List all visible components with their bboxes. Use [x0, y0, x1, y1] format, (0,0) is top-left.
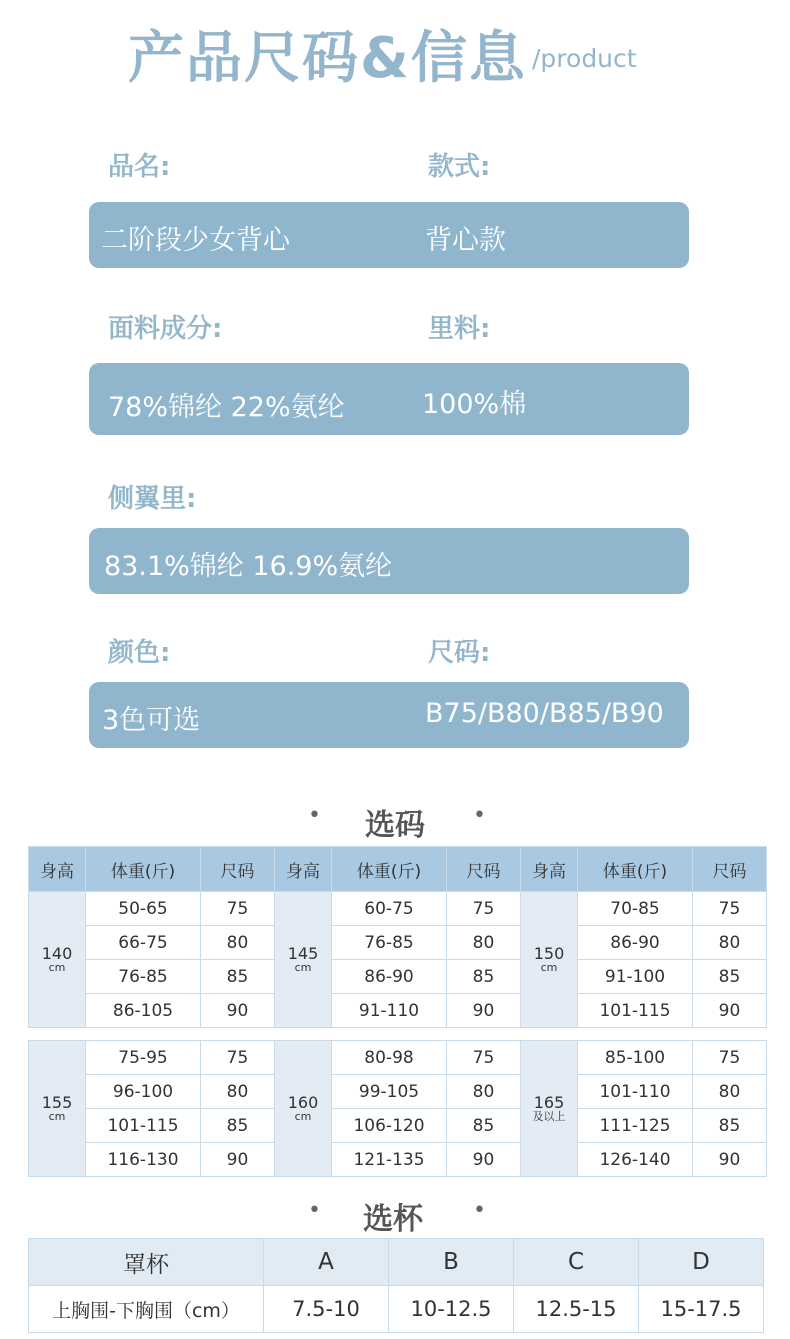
header-cell: 身高	[275, 847, 332, 892]
size-cell: 75	[447, 1041, 521, 1075]
height-cell	[275, 1041, 332, 1177]
header-cell: 尺码	[201, 847, 275, 892]
size-cell: 85	[201, 960, 275, 994]
title-dot-right: •	[473, 803, 486, 828]
fabric-label: 面料成分:	[108, 314, 223, 344]
title-dot-left: •	[308, 803, 321, 828]
product-name-value: 二阶段少女背心	[101, 225, 290, 256]
height-unit: cm	[294, 960, 312, 974]
size-cell: 85	[447, 1109, 521, 1143]
weight-cell: 70-85	[578, 892, 693, 926]
weight-cell: 91-110	[332, 994, 447, 1028]
color-size-bar	[89, 682, 689, 748]
weight-cell: 101-115	[578, 994, 693, 1028]
size-cell: 90	[693, 1143, 767, 1177]
size-cell: 85	[447, 960, 521, 994]
cup-section-title: 选杯	[363, 1202, 423, 1237]
size-cell: 80	[201, 1075, 275, 1109]
weight-cell: 50-65	[86, 892, 201, 926]
table-row	[29, 1286, 764, 1333]
size-cell: 85	[693, 1109, 767, 1143]
weight-cell: 75-95	[86, 1041, 201, 1075]
weight-cell: 101-115	[86, 1109, 201, 1143]
height-value: 145	[287, 943, 319, 963]
header-cell: 尺码	[447, 847, 521, 892]
size-cell: 80	[447, 926, 521, 960]
cup-value-cell: 7.5-10	[264, 1286, 389, 1333]
header-cell: 体重(斤)	[332, 847, 447, 892]
table-row	[29, 926, 767, 960]
table-row	[29, 892, 767, 926]
weight-cell: 96-100	[86, 1075, 201, 1109]
title-dot-left: •	[308, 1198, 321, 1223]
header-cell: D	[639, 1239, 764, 1286]
color-value: 3色可选	[102, 705, 201, 736]
measure-label-cell: 上胸围-下胸围（cm）	[29, 1286, 264, 1333]
style-label: 款式:	[428, 152, 491, 182]
size-cell: 90	[447, 1143, 521, 1177]
height-value: 150	[533, 943, 565, 963]
size-cell: 75	[693, 1041, 767, 1075]
cup-table-header	[29, 1239, 764, 1286]
cup-value-cell: 12.5-15	[514, 1286, 639, 1333]
header-cell: 身高	[521, 847, 578, 892]
weight-cell: 91-100	[578, 960, 693, 994]
page-title: 产品尺码&信息	[128, 26, 527, 91]
height-cell	[521, 1041, 578, 1177]
table-row	[29, 1143, 767, 1177]
weight-cell: 60-75	[332, 892, 447, 926]
size-cell: 90	[201, 994, 275, 1028]
weight-cell: 86-105	[86, 994, 201, 1028]
size-cell: 80	[693, 926, 767, 960]
header-cell: 身高	[29, 847, 86, 892]
color-label: 颜色:	[108, 638, 171, 668]
size-cell: 80	[447, 1075, 521, 1109]
size-section-title: 选码	[365, 808, 425, 843]
lining-label: 里料:	[428, 314, 491, 344]
size-table-header	[29, 847, 767, 892]
size-cell: 75	[201, 1041, 275, 1075]
weight-cell: 80-98	[332, 1041, 447, 1075]
height-unit: cm	[294, 1109, 312, 1123]
weight-cell: 85-100	[578, 1041, 693, 1075]
size-table-2	[28, 1040, 767, 1177]
page-subtitle: /product	[532, 44, 637, 73]
height-value: 155	[41, 1092, 73, 1112]
header-cell: C	[514, 1239, 639, 1286]
weight-cell: 101-110	[578, 1075, 693, 1109]
table-row	[29, 1041, 767, 1075]
height-cell	[275, 892, 332, 1028]
cup-table	[28, 1238, 764, 1333]
table-row	[29, 960, 767, 994]
name-style-bar	[89, 202, 689, 268]
weight-cell: 111-125	[578, 1109, 693, 1143]
size-cell: 90	[447, 994, 521, 1028]
height-cell	[521, 892, 578, 1028]
table-row	[29, 994, 767, 1028]
weight-cell: 106-120	[332, 1109, 447, 1143]
table-row	[29, 1109, 767, 1143]
weight-cell: 99-105	[332, 1075, 447, 1109]
size-cell: 75	[693, 892, 767, 926]
fabric-lining-bar	[89, 363, 689, 435]
weight-cell: 126-140	[578, 1143, 693, 1177]
style-value: 背心款	[425, 225, 506, 256]
size-table-1	[28, 846, 767, 1028]
size-label: 尺码:	[428, 638, 491, 668]
cup-value-cell: 15-17.5	[639, 1286, 764, 1333]
height-unit: cm	[48, 960, 66, 974]
size-cell: 85	[693, 960, 767, 994]
lining-value: 100%棉	[422, 389, 527, 420]
weight-cell: 86-90	[332, 960, 447, 994]
height-value: 140	[41, 943, 73, 963]
fabric-value: 78%锦纶 22%氨纶	[108, 392, 345, 423]
height-cell	[29, 892, 86, 1028]
wing-lining-value: 83.1%锦纶 16.9%氨纶	[104, 551, 393, 582]
height-value: 160	[287, 1092, 319, 1112]
height-unit: 及以上	[532, 1109, 566, 1123]
wing-lining-label: 侧翼里:	[108, 484, 197, 514]
height-cell	[29, 1041, 86, 1177]
product-name-label: 品名:	[108, 152, 171, 182]
header-cell: 体重(斤)	[578, 847, 693, 892]
weight-cell: 76-85	[86, 960, 201, 994]
height-unit: cm	[540, 960, 558, 974]
size-cell: 80	[201, 926, 275, 960]
size-cell: 75	[201, 892, 275, 926]
weight-cell: 76-85	[332, 926, 447, 960]
weight-cell: 66-75	[86, 926, 201, 960]
size-cell: 75	[447, 892, 521, 926]
cup-value-cell: 10-12.5	[389, 1286, 514, 1333]
header-cell: A	[264, 1239, 389, 1286]
size-cell: 90	[201, 1143, 275, 1177]
header-cell: B	[389, 1239, 514, 1286]
title-dot-right: •	[473, 1198, 486, 1223]
size-cell: 90	[693, 994, 767, 1028]
header-cell: 体重(斤)	[86, 847, 201, 892]
table-row	[29, 1075, 767, 1109]
weight-cell: 116-130	[86, 1143, 201, 1177]
size-cell: 85	[201, 1109, 275, 1143]
height-unit: cm	[48, 1109, 66, 1123]
weight-cell: 86-90	[578, 926, 693, 960]
wing-lining-bar	[89, 528, 689, 594]
sizes-value: B75/B80/B85/B90	[425, 698, 664, 729]
size-cell: 80	[693, 1075, 767, 1109]
weight-cell: 121-135	[332, 1143, 447, 1177]
height-value: 165	[533, 1092, 565, 1112]
header-cell: 尺码	[693, 847, 767, 892]
header-cell: 罩杯	[29, 1239, 264, 1286]
